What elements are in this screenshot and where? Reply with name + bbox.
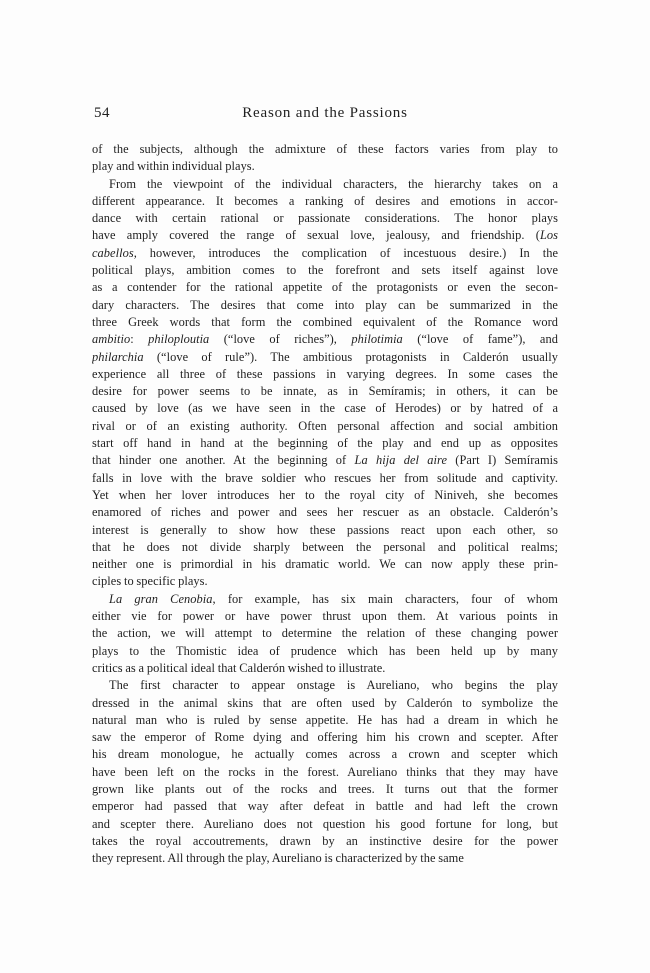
text-line: the action, we will attempt to determine the relation of these changing power <box>92 626 558 641</box>
text-line: either vie for power or have power thrust upon them. At various points in <box>92 609 558 624</box>
text-line: experience all three of these passions in varying degrees. In some cases the <box>92 366 558 381</box>
text-line: and scepter there. Aureliano does not question his good fortune for long, but <box>92 816 558 831</box>
text-line: rival or of an existing authority. Often personal affection and social ambition <box>92 418 558 433</box>
text-line: plays to the Thomistic idea of prudence which has been held up by many <box>92 643 558 658</box>
text-line: have amply covered the range of sexual love, jealousy, and friendship. (Los <box>92 228 558 243</box>
text-line: start off hand in hand at the beginning of the play and end up as opposites <box>92 436 558 451</box>
text-line: that he does not divide sharply between the personal and political realms; <box>92 539 558 554</box>
text-line: dance with certain rational or passionate considerations. The honor plays <box>92 211 558 226</box>
text-line: three Greek words that form the combined equivalent of the Romance word <box>92 314 558 329</box>
text-line: that hinder one another. At the beginning of La hija del aire (Part I) Semíramis <box>92 453 558 468</box>
text-line: his dream monologue, he actually comes across a crown and scepter which <box>92 747 558 762</box>
text-line: have been left on the rocks in the forest. Aureliano thinks that they may have <box>92 764 558 779</box>
text-line: emperor had passed that way after defeat in battle and had left the crown <box>92 799 558 814</box>
text-line: enamored of riches and power and sees her rescuer as an obstacle. Calderón’s <box>92 505 558 520</box>
page-number: 54 <box>94 105 110 121</box>
text-block <box>92 104 558 867</box>
text-line: political plays, ambition comes to the forefront and sets itself against love <box>92 263 558 278</box>
text-line: neither one is primordial in his dramatic world. We can now apply these prin- <box>92 557 558 572</box>
text-line: Yet when her lover introduces her to the royal city of Niniveh, she becomes <box>92 487 558 502</box>
text-line: different appearance. It becomes a ranking of desires and emotions in accor- <box>92 193 558 208</box>
running-head <box>92 104 558 123</box>
text-line: play and within individual plays. <box>92 159 255 174</box>
text-line: ciples to specific plays. <box>92 574 208 589</box>
text-line: dary characters. The desires that come into play can be summarized in the <box>92 297 558 312</box>
text-line: From the viewpoint of the individual characters, the hierarchy takes on a <box>109 176 558 191</box>
text-line: they represent. All through the play, Aureliano is characterized by the same <box>92 851 464 866</box>
body-lines <box>92 141 558 867</box>
text-line: cabellos, however, introduces the complication of incestuous desire.) In the <box>92 245 558 260</box>
text-line: dressed in the animal skins that are often used by Calderón to symbolize the <box>92 695 558 710</box>
text-line: falls in love with the brave soldier who rescues her from solitude and captivity. <box>92 470 558 485</box>
text-line: takes the royal accoutrements, drawn by an instinctive desire for the power <box>92 833 558 848</box>
running-title: Reason and the Passions <box>242 105 408 121</box>
text-line: grown like plants out of the rocks and trees. It turns out that the former <box>92 781 558 796</box>
text-line: desire for power seems to be innate, as in Semíramis; in others, it can be <box>92 384 558 399</box>
text-line: of the subjects, although the admixture of these factors varies from play to <box>92 142 558 156</box>
text-line: La gran Cenobia, for example, has six main characters, four of whom <box>109 591 558 606</box>
text-line: caused by love (as we have seen in the case of Herodes) or by hatred of a <box>92 401 558 416</box>
text-line: philarchia (“love of rule”). The ambitious protagonists in Calderón usually <box>92 349 558 364</box>
text-line: critics as a political ideal that Calderón wished to illustrate. <box>92 660 386 675</box>
text-line: as a contender for the rational appetite of the protagonists or even the secon- <box>92 280 558 295</box>
text-line: natural man who is ruled by sense appetite. He has had a dream in which he <box>92 712 558 727</box>
text-line: The first character to appear onstage is Aureliano, who begins the play <box>109 678 558 693</box>
text-line: ambitio: philoploutia (“love of riches”), philotimia (“love of fame”), and <box>92 332 558 347</box>
text-line: interest is generally to show how these passions react upon each other, so <box>92 522 558 537</box>
text-line: saw the emperor of Rome dying and offering him his crown and scepter. After <box>92 730 558 745</box>
